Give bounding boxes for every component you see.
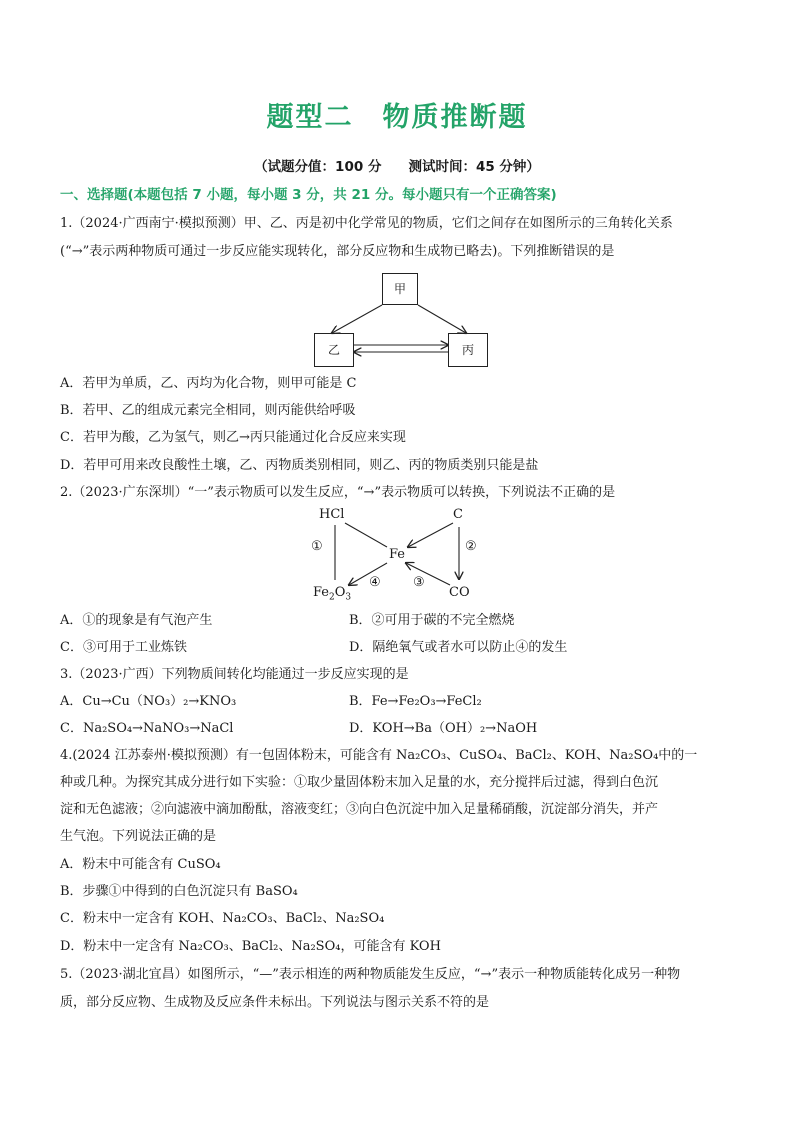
marker-4: ④ bbox=[369, 575, 381, 590]
q1-option-b: B．若甲、乙的组成元素完全相同，则丙能供给呼吸 bbox=[60, 403, 356, 418]
page-title: 题型二 物质推断题 bbox=[266, 102, 528, 133]
box-jia: 甲 bbox=[382, 273, 418, 305]
q2-diagram bbox=[305, 505, 495, 605]
q2-option-d: D．隔绝氧气或者水可以防止④的发生 bbox=[349, 640, 568, 655]
arrow-jia-to-yi bbox=[332, 305, 382, 333]
marker-3: ③ bbox=[413, 575, 425, 590]
q3-stem: 3.（2023·广西）下列物质间转化均能通过一步反应实现的是 bbox=[60, 667, 409, 682]
q4-option-d: D．粉末中一定含有 Na₂CO₃、BaCl₂、Na₂SO₄，可能含有 KOH bbox=[60, 939, 441, 954]
q2-stem: 2.（2023·广东深圳）“一”表示物质可以发生反应，“→”表示物质可以转换，下列说法不正确的是 bbox=[60, 485, 616, 500]
q4-stem-line2: 种或几种。为探究其成分进行如下实验：①取少量固体粉末加入足量的水，充分搅拌后过滤，得到白色沉 bbox=[60, 775, 659, 790]
test-meta: （试题分值：100 分 测试时间：45 分钟） bbox=[254, 159, 540, 175]
label-fe: Fe bbox=[389, 547, 406, 562]
label-hcl: HCl bbox=[319, 507, 345, 522]
box-yi: 乙 bbox=[314, 333, 354, 367]
q1-option-a: A．若甲为单质，乙、丙均为化合物，则甲可能是 C bbox=[60, 376, 357, 391]
box-bing: 丙 bbox=[448, 333, 488, 367]
q3-option-b: B．Fe→Fe₂O₃→FeCl₂ bbox=[349, 694, 482, 709]
q3-option-d: D．KOH→Ba（OH）₂→NaOH bbox=[349, 721, 538, 736]
label-co: CO bbox=[449, 585, 470, 600]
q4-stem-line4: 生气泡。下列说法正确的是 bbox=[60, 829, 217, 844]
arrow-fe-fe2o3 bbox=[349, 563, 387, 585]
q1-stem-line2: (“→”表示两种物质可通过一步反应能实现转化，部分反应物和生成物已略去)。下列推断错误的是 bbox=[60, 244, 615, 259]
label-fe2o3: $Fe_2O_3$ bbox=[313, 585, 352, 603]
q2-option-b: B．②可用于碳的不完全燃烧 bbox=[349, 613, 515, 628]
q3-option-a: A．Cu→Cu（NO₃）₂→KNO₃ bbox=[60, 694, 237, 709]
arrow-jia-to-bing bbox=[418, 305, 466, 333]
q4-option-a: A．粉末中可能含有 CuSO₄ bbox=[60, 857, 221, 872]
marker-1: ① bbox=[311, 539, 323, 554]
arrow-c-fe bbox=[408, 523, 453, 547]
q4-stem-line3: 淀和无色滤液；②向滤液中滴加酚酞，溶液变红；③向白色沉淀中加入足量稀硝酸，沉淀部分消失，并产 bbox=[60, 802, 659, 817]
q3-option-c: C．Na₂SO₄→NaNO₃→NaCl bbox=[60, 721, 234, 736]
q2-option-a: A．①的现象是有气泡产生 bbox=[60, 613, 213, 628]
q1-triangle-diagram bbox=[310, 273, 490, 369]
q5-stem-line1: 5.（2023·湖北宜昌）如图所示，“—”表示相连的两种物质能发生反应，“→”表示一种物质能转化成另一种物 bbox=[60, 967, 681, 982]
marker-2: ② bbox=[465, 539, 477, 554]
line-hcl-fe bbox=[345, 523, 387, 547]
q1-option-d: D．若甲可用来改良酸性土壤，乙、丙物质类别相同，则乙、丙的物质类别只能是盐 bbox=[60, 458, 539, 473]
q1-option-c: C．若甲为酸，乙为氢气，则乙→丙只能通过化合反应来实现 bbox=[60, 430, 406, 445]
q4-option-b: B．步骤①中得到的白色沉淀只有 BaSO₄ bbox=[60, 884, 298, 899]
q4-stem-line1: 4.(2024 江苏泰州·模拟预测）有一包固体粉末，可能含有 Na₂CO₃、CuSO₄、BaCl₂、KOH、Na₂SO₄中的一 bbox=[60, 748, 698, 763]
q2-option-c: C．③可用于工业炼铁 bbox=[60, 640, 187, 655]
q4-option-c: C．粉末中一定含有 KOH、Na₂CO₃、BaCl₂、Na₂SO₄ bbox=[60, 911, 385, 926]
section-heading: 一、选择题(本题包括 7 小题，每小题 3 分，共 21 分。每小题只有一个正确答案) bbox=[60, 187, 557, 203]
q1-stem-line1: 1.（2024·广西南宁·模拟预测）甲、乙、丙是初中化学常见的物质，它们之间存在如图所示的三角转化关系 bbox=[60, 216, 673, 231]
q5-stem-line2: 质，部分反应物、生成物及反应条件未标出。下列说法与图示关系不符的是 bbox=[60, 995, 490, 1010]
label-c: C bbox=[453, 507, 463, 522]
